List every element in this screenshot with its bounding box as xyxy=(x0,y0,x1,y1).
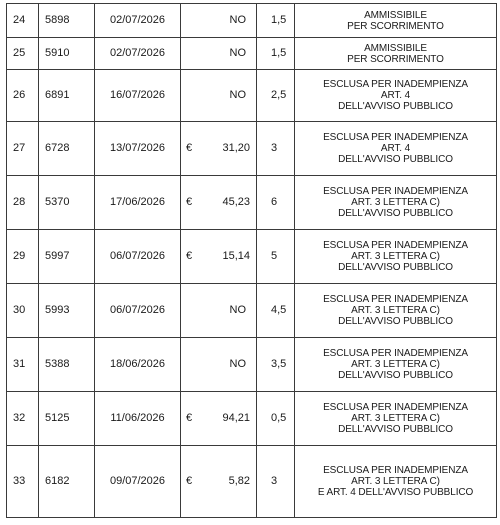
currency-symbol: € xyxy=(186,412,193,424)
outcome-cell xyxy=(295,38,497,69)
date-cell: 13/07/2026 xyxy=(95,122,181,175)
application-id-cell: 6891 xyxy=(39,70,95,121)
row-number-cell: 29 xyxy=(7,230,39,283)
outcome-line: ESCLUSA PER INADEMPIENZA xyxy=(323,186,468,197)
points-cell: 4,5 xyxy=(257,284,295,337)
table-row xyxy=(7,122,497,176)
points-cell: 1,5 xyxy=(257,4,295,37)
date-cell: 11/06/2026 xyxy=(95,392,181,445)
outcome-line: ESCLUSA PER INADEMPIENZA xyxy=(323,132,468,143)
outcome-cell xyxy=(295,176,497,229)
outcome-line: AMMISSIBILE xyxy=(364,42,427,54)
amount-cell xyxy=(181,176,257,229)
outcome-line: ART. 4 xyxy=(380,90,411,101)
outcome-line: ESCLUSA PER INADEMPIENZA xyxy=(323,79,468,90)
row-number-cell: 28 xyxy=(7,176,39,229)
application-id-cell: 5388 xyxy=(39,338,95,391)
amount-value: NO xyxy=(229,47,246,59)
outcome-cell xyxy=(295,122,497,175)
outcome-cell xyxy=(295,338,497,391)
outcome-cell xyxy=(295,392,497,445)
currency-symbol: € xyxy=(186,142,193,154)
table-row xyxy=(7,230,497,284)
table-row xyxy=(7,392,497,446)
outcome-line: DELL'AVVISO PUBBLICO xyxy=(338,316,453,327)
outcome-cell xyxy=(295,70,497,121)
amount-cell xyxy=(181,446,257,517)
outcome-line: DELL'AVVISO PUBBLICO xyxy=(338,370,453,381)
amount-value: NO xyxy=(229,304,246,316)
date-cell: 18/06/2026 xyxy=(95,338,181,391)
amount-cell xyxy=(181,122,257,175)
row-number-cell: 27 xyxy=(7,122,39,175)
amount-cell xyxy=(181,4,257,37)
points-cell: 3,5 xyxy=(257,338,295,391)
points-cell: 3 xyxy=(257,446,295,517)
points-cell: 0,5 xyxy=(257,392,295,445)
table-row xyxy=(7,284,497,338)
amount-cell xyxy=(181,230,257,283)
amount-cell xyxy=(181,70,257,121)
date-cell: 09/07/2026 xyxy=(95,446,181,517)
table-row xyxy=(7,176,497,230)
row-number-cell: 24 xyxy=(7,4,39,37)
amount-cell xyxy=(181,392,257,445)
outcome-line: ESCLUSA PER INADEMPIENZA xyxy=(323,402,468,413)
table-row xyxy=(7,70,497,122)
date-cell: 17/06/2026 xyxy=(95,176,181,229)
application-id-cell: 6182 xyxy=(39,446,95,517)
outcome-line: ART. 3 LETTERA C) xyxy=(351,413,440,424)
outcome-line: ESCLUSA PER INADEMPIENZA xyxy=(323,294,468,305)
amount-cell xyxy=(181,284,257,337)
application-id-cell: 5370 xyxy=(39,176,95,229)
outcome-line: DELL'AVVISO PUBBLICO xyxy=(338,262,453,273)
row-number-cell: 33 xyxy=(7,446,39,517)
outcome-cell xyxy=(295,446,497,517)
amount-value: 5,82 xyxy=(228,475,250,487)
amount-value: 45,23 xyxy=(222,196,250,208)
currency-symbol: € xyxy=(186,250,193,262)
outcome-line: ART. 3 LETTERA C) xyxy=(351,305,440,316)
row-number-cell: 26 xyxy=(7,70,39,121)
ranking-table xyxy=(6,3,497,518)
outcome-line: ART. 3 LETTERA C) xyxy=(351,359,440,370)
outcome-line: DELL'AVVISO PUBBLICO xyxy=(338,101,453,112)
points-cell: 2,5 xyxy=(257,70,295,121)
amount-value: NO xyxy=(229,14,246,26)
outcome-line: ESCLUSA PER INADEMPIENZA xyxy=(323,240,468,251)
outcome-line: DELL'AVVISO PUBBLICO xyxy=(338,424,453,435)
outcome-line: DELL'AVVISO PUBBLICO xyxy=(338,208,453,219)
row-number-cell: 30 xyxy=(7,284,39,337)
currency-symbol: € xyxy=(186,196,193,208)
outcome-cell xyxy=(295,230,497,283)
outcome-line: ART. 3 LETTERA C) xyxy=(351,476,440,487)
date-cell: 16/07/2026 xyxy=(95,70,181,121)
amount-cell xyxy=(181,338,257,391)
outcome-line: PER SCORRIMENTO xyxy=(347,20,444,32)
outcome-line: ART. 3 LETTERA C) xyxy=(351,197,440,208)
application-id-cell: 5898 xyxy=(39,4,95,37)
date-cell: 06/07/2026 xyxy=(95,230,181,283)
application-id-cell: 5910 xyxy=(39,38,95,69)
points-cell: 5 xyxy=(257,230,295,283)
date-cell: 02/07/2026 xyxy=(95,38,181,69)
application-id-cell: 5997 xyxy=(39,230,95,283)
outcome-line: ESCLUSA PER INADEMPIENZA xyxy=(323,348,468,359)
row-number-cell: 25 xyxy=(7,38,39,69)
amount-value: 31,20 xyxy=(222,142,250,154)
application-id-cell: 5993 xyxy=(39,284,95,337)
amount-value: 94,21 xyxy=(222,412,250,424)
row-number-cell: 31 xyxy=(7,338,39,391)
outcome-line: ART. 4 xyxy=(380,143,411,154)
outcome-line: ESCLUSA PER INADEMPIENZA xyxy=(323,465,468,476)
table-row xyxy=(7,338,497,392)
row-number-cell: 32 xyxy=(7,392,39,445)
table-row xyxy=(7,4,497,38)
date-cell: 02/07/2026 xyxy=(95,4,181,37)
currency-symbol: € xyxy=(186,475,193,487)
date-cell: 06/07/2026 xyxy=(95,284,181,337)
table-row xyxy=(7,38,497,70)
outcome-cell xyxy=(295,284,497,337)
amount-value: NO xyxy=(229,358,246,370)
application-id-cell: 6728 xyxy=(39,122,95,175)
outcome-line: DELL'AVVISO PUBBLICO xyxy=(338,154,453,165)
outcome-line: AMMISSIBILE xyxy=(364,9,427,21)
amount-value: NO xyxy=(229,89,246,101)
points-cell: 1,5 xyxy=(257,38,295,69)
points-cell: 3 xyxy=(257,122,295,175)
amount-cell xyxy=(181,38,257,69)
points-cell: 6 xyxy=(257,176,295,229)
table-row xyxy=(7,446,497,518)
application-id-cell: 5125 xyxy=(39,392,95,445)
outcome-line: ART. 3 LETTERA C) xyxy=(351,251,440,262)
outcome-line: PER SCORRIMENTO xyxy=(347,53,444,65)
amount-value: 15,14 xyxy=(222,250,250,262)
outcome-cell xyxy=(295,4,497,37)
outcome-line: E ART. 4 DELL'AVVISO PUBBLICO xyxy=(317,487,474,498)
